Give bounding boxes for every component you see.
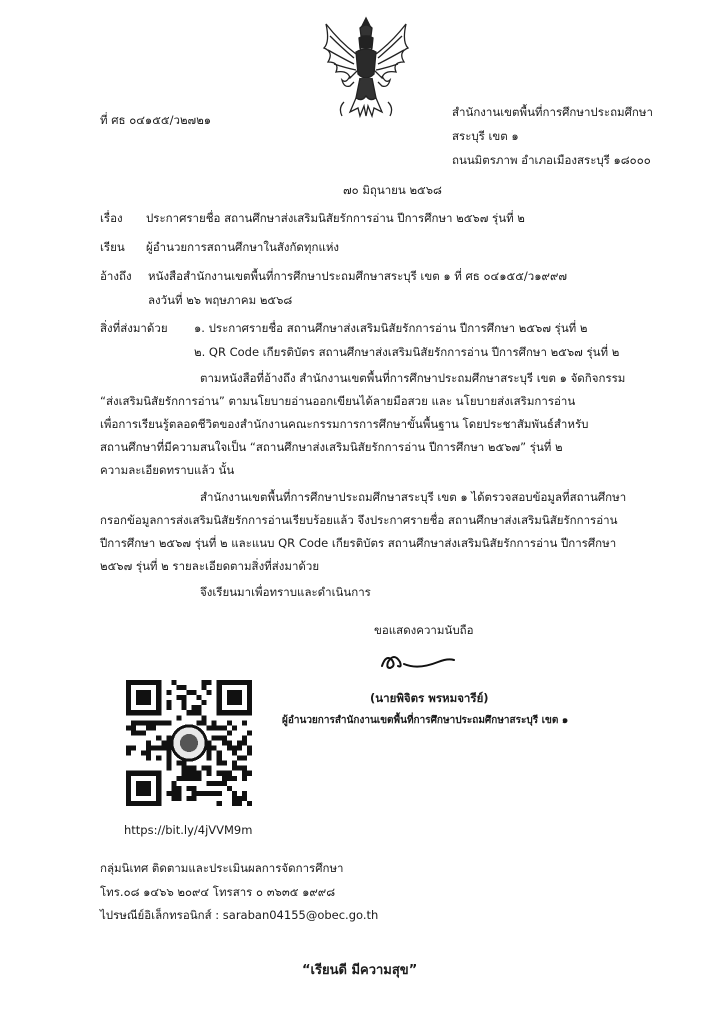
body-p1-line-4: สถานศึกษาที่มีความสนใจเป็น “สถานศึกษาส่งเสริมนิสัยรักการอ่าน ปีการศึกษา ๒๕๖๗” รุ่นที่ ๒ xyxy=(100,440,563,454)
enclosure-item-2: ๒. QR Code เกียรติบัตร สถานศึกษาส่งเสริมนิสัยรักการอ่าน ปีการศึกษา ๒๕๖๗ รุ่นที่ ๒ xyxy=(194,345,620,359)
reference-number: ที่ ศธ ๐๔๑๕๕/ว๒๗๒๑ xyxy=(100,113,212,127)
reference-line-1: หนังสือสำนักงานเขตพื้นที่การศึกษาประถมศึกษาสระบุรี เขต ๑ ที่ ศธ ๐๔๑๕๕/ว๑๙๙๗ xyxy=(148,269,568,283)
signature-icon xyxy=(378,646,458,676)
office-address-line-3: ถนนมิตรภาพ อำเภอเมืองสระบุรี ๑๘๐๐๐ xyxy=(452,153,651,167)
subject-label: เรื่อง xyxy=(100,211,123,225)
subject-text: ประกาศรายชื่อ สถานศึกษาส่งเสริมนิสัยรักการอ่าน ปีการศึกษา ๒๕๖๗ รุ่นที่ ๒ xyxy=(146,211,525,225)
closing-salutation: ขอแสดงความนับถือ xyxy=(374,623,474,637)
body-p1-line-5: ความละเอียดทราบแล้ว นั้น xyxy=(100,463,235,477)
qr-url[interactable]: https://bit.ly/4jVVM9m xyxy=(124,823,253,837)
enclosures-label: สิ่งที่ส่งมาด้วย xyxy=(100,321,168,335)
office-address-line-2: สระบุรี เขต ๑ xyxy=(452,129,519,143)
body-p2-line-3: ปีการศึกษา ๒๕๖๗ รุ่นที่ ๒ และแนบ QR Code เกียรติบัตร สถานศึกษาส่งเสริมนิสัยรักการอ่าน ปีการศึกษา xyxy=(100,536,617,550)
enclosure-item-1: ๑. ประกาศรายชื่อ สถานศึกษาส่งเสริมนิสัยรักการอ่าน ปีการศึกษา ๒๕๖๗ รุ่นที่ ๒ xyxy=(194,321,588,335)
office-address-line-1: สำนักงานเขตพื้นที่การศึกษาประถมศึกษา xyxy=(452,105,653,119)
body-p2-line-1: สำนักงานเขตพื้นที่การศึกษาประถมศึกษาสระบุรี เขต ๑ ได้ตรวจสอบข้อมูลที่สถานศึกษา xyxy=(200,490,627,504)
body-p1-line-3: เพื่อการเรียนรู้ตลอดชีวิตของสำนักงานคณะกรรมการการศึกษาขั้นพื้นฐาน โดยประชาสัมพันธ์สำหรับ xyxy=(100,417,589,431)
recipient-text: ผู้อำนวยการสถานศึกษาในสังกัดทุกแห่ง xyxy=(146,240,340,254)
signer-name: (นายพิจิตร พรหมจารีย์) xyxy=(370,691,489,705)
footer-email: ไปรษณีย์อิเล็กทรอนิกส์ : saraban04155@obec.go.th xyxy=(100,908,379,922)
body-p2-line-4: ๒๕๖๗ รุ่นที่ ๒ รายละเอียดตามสิ่งที่ส่งมาด้วย xyxy=(100,559,320,573)
footer-phone: โทร.๐๘ ๑๔๖๖ ๒๐๙๔ โทรสาร ๐ ๓๖๓๕ ๑๙๙๘ xyxy=(100,885,336,899)
reference-label: อ้างถึง xyxy=(100,269,132,283)
reference-line-2: ลงวันที่ ๒๖ พฤษภาคม ๒๕๖๘ xyxy=(148,293,293,307)
qr-code-icon[interactable] xyxy=(126,680,252,806)
footer-slogan: “เรียนดี มีความสุข” xyxy=(302,963,418,978)
body-p1-line-2: “ส่งเสริมนิสัยรักการอ่าน” ตามนโยบายอ่านออกเขียนได้ลายมือสวย และ นโยบายส่งเสริมการอ่าน xyxy=(100,394,576,408)
recipient-label: เรียน xyxy=(100,240,125,254)
body-p1-line-1: ตามหนังสือที่อ้างถึง สำนักงานเขตพื้นที่การศึกษาประถมศึกษาสระบุรี เขต ๑ จัดกิจกรรม xyxy=(200,371,626,385)
document-date: ๗๐ มิถุนายน ๒๕๖๘ xyxy=(343,183,442,197)
body-p3: จึงเรียนมาเพื่อทราบและดำเนินการ xyxy=(200,585,371,599)
body-p2-line-2: กรอกข้อมูลการส่งเสริมนิสัยรักการอ่านเรียบร้อยแล้ว จึงประกาศรายชื่อ สถานศึกษาส่งเสริมนิสัยรักการอ่าน xyxy=(100,513,618,527)
footer-department: กลุ่มนิเทศ ติดตามและประเมินผลการจัดการศึกษา xyxy=(100,861,344,875)
garuda-emblem-icon xyxy=(316,12,416,122)
signer-title: ผู้อำนวยการสำนักงานเขตพื้นที่การศึกษาประถมศึกษาสระบุรี เขต ๑ xyxy=(282,715,569,726)
